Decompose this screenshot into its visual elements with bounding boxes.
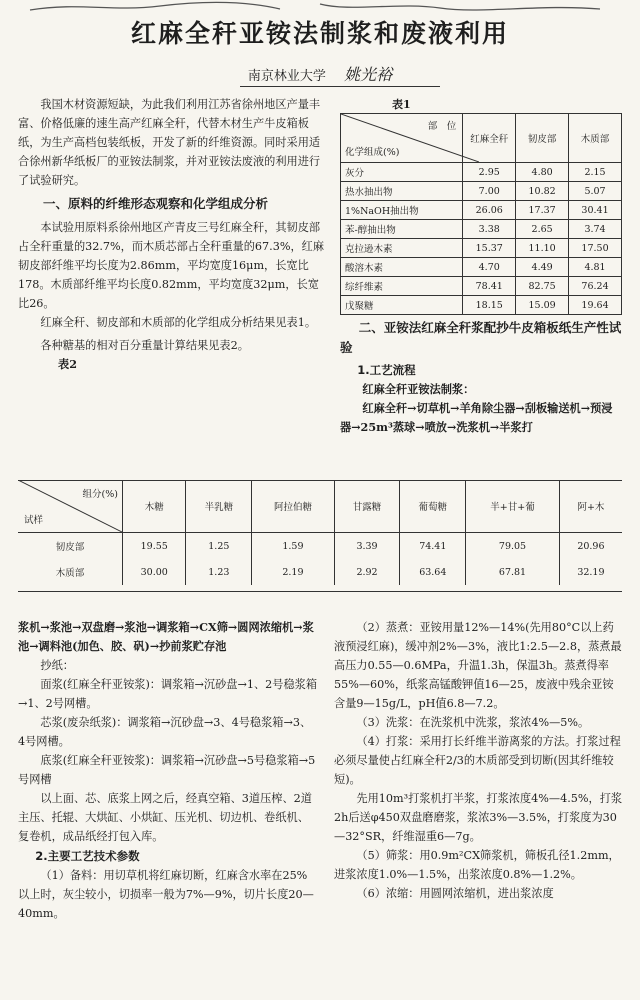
table-row	[341, 239, 622, 258]
table-row	[341, 220, 622, 239]
table-cell: 2.15	[569, 163, 622, 182]
table2-caption: 表2	[58, 357, 77, 371]
forming-process: 以上面、芯、底浆上网之后，经真空箱、3道压榨、2道主压、托辊、大烘缸、小烘缸、压光机、切边机、卷纸机、复卷机，成品纸经打包入库。	[18, 792, 312, 843]
flow-label: 红麻全秆亚铵法制浆：	[362, 382, 475, 396]
row-label: 木质部	[55, 568, 85, 579]
table2-corner-header	[18, 480, 123, 533]
thickening-params: （6）浓缩：用圆网浓缩机，进出浆浓度	[356, 887, 554, 900]
table-cell: 3.39	[334, 533, 400, 560]
table2-col-header: 阿+木	[559, 480, 622, 533]
table-cell: 1.23	[186, 559, 252, 585]
row-label: 灰分	[341, 163, 463, 182]
table-cell: 63.64	[400, 559, 466, 585]
byline	[0, 62, 640, 85]
row-label: 综纤维素	[341, 277, 463, 296]
table-row	[341, 258, 622, 277]
table2	[18, 480, 622, 585]
table-cell: 18.15	[463, 296, 516, 315]
table-row	[341, 201, 622, 220]
row-label: 1%NaOH抽出物	[341, 201, 463, 220]
subsection2-heading: 2.主要工艺技术参数	[35, 849, 140, 863]
table-cell: 4.70	[463, 258, 516, 277]
table-cell: 76.24	[569, 277, 622, 296]
table-cell: 26.06	[463, 201, 516, 220]
table-cell: 4.80	[516, 163, 569, 182]
table2-col-header: 甘露糖	[334, 480, 400, 533]
table1-header-bottom: 化学组成(%)	[345, 147, 400, 158]
screening-params: （5）筛浆：用0.9m²CX筛浆机，筛板孔径1.2mm，进浆浓度1.0%—1.5%，出浆浓度0.8%—1.2%。	[334, 849, 620, 881]
table-cell: 20.96	[559, 533, 622, 560]
table-row	[341, 163, 622, 182]
table-cell: 79.05	[466, 533, 560, 560]
table2-col-header: 半乳糖	[186, 480, 252, 533]
cooking-params: （2）蒸煮：亚铵用量12%—14%(先用80°C以上药液预浸红麻)，缓冲剂2%—3%，液比1:2.5—2.8，蒸煮最高压力0.55—0.6MPa，升温1.3h，保温3h。蒸煮得率55%—60%，纸浆高锰酸钾值16—25，废液中残余亚铵含量9—15g/L，pH值6.8—7.2。	[334, 621, 622, 710]
table-cell: 2.95	[463, 163, 516, 182]
table-cell: 30.41	[569, 201, 622, 220]
table2-col-header: 木糖	[123, 480, 186, 533]
table-cell: 2.19	[252, 559, 334, 585]
author-name: 姚光裕	[344, 65, 393, 84]
table2-col-header: 阿拉伯糖	[252, 480, 334, 533]
table-cell: 32.19	[559, 559, 622, 585]
table1-col-header: 红麻全秆	[463, 114, 516, 163]
left-column-bottom	[18, 618, 318, 923]
row-label: 克拉逊木素	[341, 239, 463, 258]
table-cell: 7.00	[463, 182, 516, 201]
papermaking-label: 抄纸：	[40, 659, 74, 672]
flow-continuation: 浆机→浆池→双盘磨→浆池→调浆箱→CX筛→圆网浓缩机→浆池→调料池(加色、胶、矾)→抄前浆贮存池	[18, 620, 314, 653]
affiliation: 南京林业大学	[247, 69, 326, 84]
table1-corner-header	[341, 114, 463, 163]
table1-header-top: 部 位	[427, 121, 457, 132]
table2-col-header: 半+甘+葡	[466, 480, 560, 533]
table-cell: 3.38	[463, 220, 516, 239]
table-cell: 19.64	[569, 296, 622, 315]
left-column-top	[18, 95, 330, 374]
right-column-top	[340, 318, 622, 437]
table-cell: 4.49	[516, 258, 569, 277]
section2-heading: 二、亚铵法红麻全秆浆配抄牛皮箱板纸生产性试验	[340, 320, 622, 355]
table-cell: 30.00	[123, 559, 186, 585]
table-cell: 4.81	[569, 258, 622, 277]
table1-col-header: 木质部	[569, 114, 622, 163]
table1	[340, 113, 622, 315]
table-cell: 3.74	[569, 220, 622, 239]
table-cell: 15.09	[516, 296, 569, 315]
table2-header-top: 组分(%)	[82, 489, 118, 500]
table1-col-header: 韧皮部	[516, 114, 569, 163]
table-row	[341, 296, 622, 315]
row-label: 热水抽出物	[341, 182, 463, 201]
table-cell: 74.41	[400, 533, 466, 560]
table-row	[341, 182, 622, 201]
article-title: 红麻全秆亚铵法制浆和废液利用	[130, 19, 509, 48]
flow-text: 红麻全秆→切草机→羊角除尘器→刮板输送机→预浸器→25m³蒸球→喷放→洗浆机→半浆打	[340, 401, 613, 434]
table-row	[18, 533, 622, 560]
table-cell: 5.07	[569, 182, 622, 201]
table-cell: 82.75	[516, 277, 569, 296]
section1-heading: 一、原料的纤维形态观察和化学组成分析	[43, 196, 269, 211]
table-cell: 1.59	[252, 533, 334, 560]
bottom-layer-flow: 底浆(红麻全秆亚铵浆)：调浆箱→沉砂盘→5号稳浆箱→5号网槽	[18, 754, 316, 786]
washing-params: （3）洗浆：在洗浆机中洗浆，浆浓4%—5%。	[356, 716, 590, 729]
row-label: 戊聚糖	[341, 296, 463, 315]
table-row	[18, 559, 622, 585]
beating-params: 先用10m³打浆机打半浆，打浆浓度4%—4.5%，打浆2h后送φ450双盘磨磨浆，浆浓3%—3.5%，打浆度为30—32°SR，纤维湿重6—7g。	[334, 792, 623, 843]
table-cell: 19.55	[123, 533, 186, 560]
row-label: 酸溶木素	[341, 258, 463, 277]
core-layer-flow: 芯浆(废杂纸浆)：调浆箱→沉砂盘→3、4号稳浆箱→3、4号网槽。	[18, 716, 312, 748]
intro-paragraph: 我国木材资源短缺，为此我们利用江苏省徐州地区产量丰富、价格低廉的速生高产红麻全秆，代替木材生产牛皮箱板纸，为生产高档包装纸板，开发了新的纤维资源。同时采用适合徐州新华纸板厂的亚铵法制浆，并对亚铵法废液的利用进行了试验研究。	[18, 98, 321, 187]
table2-col-header: 葡萄糖	[400, 480, 466, 533]
table-cell: 17.37	[516, 201, 569, 220]
section1-paragraph-1: 本试验用原料系徐州地区产青皮三号红麻全秆，其韧皮部占全秆重量的32.7%，而木质芯部占全秆重量的67.3%，红麻韧皮部纤维平均长度为2.86mm，平均宽度16μm，长宽比178。木质部纤维平均长度0.82mm，平均宽度32μm，长宽比26。	[18, 221, 325, 310]
table-cell: 10.82	[516, 182, 569, 201]
handwritten-scribble	[20, 0, 620, 14]
row-label: 苯-醇抽出物	[341, 220, 463, 239]
row-label: 韧皮部	[55, 542, 85, 553]
table1-caption: 表1	[392, 98, 411, 111]
byline-underline	[240, 86, 440, 87]
section1-paragraph-3: 各种糖基的相对百分重量计算结果见表2。	[40, 339, 249, 352]
table-row	[341, 277, 622, 296]
table-cell: 67.81	[466, 559, 560, 585]
table-cell: 78.41	[463, 277, 516, 296]
raw-material-prep: （1）备料：用切草机将红麻切断，红麻含水率在25%以上时，灰尘较小，切损率一般为7%—9%，切片长度20—40mm。	[18, 869, 314, 920]
table2-header-bottom: 试样	[24, 515, 44, 526]
section1-paragraph-2: 红麻全秆、韧皮部和木质部的化学组成分析结果见表1。	[40, 316, 317, 329]
table-cell: 1.25	[186, 533, 252, 560]
right-column-bottom	[334, 618, 624, 903]
table-cell: 17.50	[569, 239, 622, 258]
table-cell: 15.37	[463, 239, 516, 258]
beating-method: （4）打浆：采用打长纤维半游离浆的方法。打浆过程必须尽量使占红麻全秆2/3的木质部受到切断(因其纤维较短)。	[334, 735, 621, 786]
table-cell: 2.65	[516, 220, 569, 239]
table-cell: 2.92	[334, 559, 400, 585]
top-layer-flow: 面浆(红麻全秆亚铵浆)：调浆箱→沉砂盘→1、2号稳浆箱→1、2号网槽。	[18, 678, 318, 710]
table-cell: 11.10	[516, 239, 569, 258]
subsection1-heading: 1.工艺流程	[357, 363, 416, 377]
